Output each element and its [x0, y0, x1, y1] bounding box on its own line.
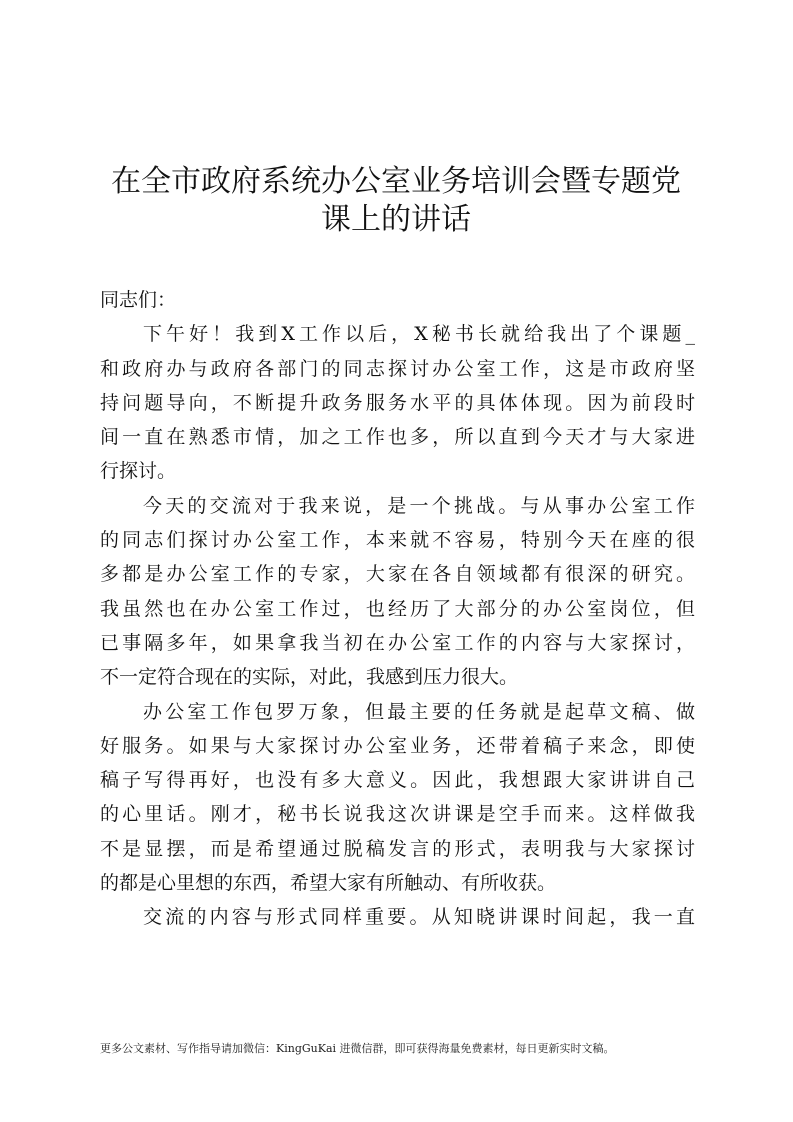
paragraph-line: 办公室工作包罗万象，但最主要的任务就是起草文稿、做	[143, 700, 695, 723]
paragraph-line: 间一直在熟悉市情，加之工作也多，所以直到今天才与大家进	[100, 426, 695, 449]
paragraph-line: 交流的内容与形式同样重要。从知晓讲课时间起，我一直	[143, 906, 695, 929]
greeting: 同志们：	[100, 289, 177, 311]
title-line: 课上的讲话	[321, 202, 471, 237]
document-title	[96, 163, 696, 239]
paragraph	[100, 317, 695, 488]
paragraph-line: 不一定符合现在的实际，对此，我感到压力很大。	[100, 666, 519, 689]
paragraph-line: 下午好！我到X工作以后，X秘书长就给我出了个课题_	[143, 323, 695, 346]
paragraph-line: 不是显摆，而是希望通过脱稿发言的形式，表明我与大家探讨	[100, 837, 695, 860]
paragraph-line: 多都是办公室工作的专家，大家在各自领域都有很深的研究。	[100, 563, 695, 586]
paragraph-line: 行探讨。	[100, 460, 177, 483]
paragraph	[100, 900, 695, 934]
paragraph-line: 稿子写得再好，也没有多大意义。因此，我想跟大家讲讲自己	[100, 769, 695, 792]
paragraph-line: 的同志们探讨办公室工作，本来就不容易，特别今天在座的很	[100, 529, 695, 552]
paragraph-line: 我虽然也在办公室工作过，也经历了大部分的办公室岗位，但	[100, 597, 695, 620]
title-line: 在全市政府系统办公室业务培训会暨专题党	[111, 164, 681, 199]
footer-note: 更多公文素材、写作指导请加微信：KingGuKai 进微信群，即可获得海量免费素材，每日更新实时文稿。	[100, 1042, 615, 1055]
paragraph-line: 的都是心里想的东西，希望大家有所触动、有所收获。	[100, 872, 557, 895]
paragraph-line: 和政府办与政府各部门的同志探讨办公室工作，这是市政府坚	[100, 357, 695, 380]
paragraph-line: 的心里话。刚才，秘书长说我这次讲课是空手而来。这样做我	[100, 803, 695, 826]
paragraph-line: 好服务。如果与大家探讨办公室业务，还带着稿子来念，即使	[100, 734, 695, 757]
paragraph-line: 已事隔多年，如果拿我当初在办公室工作的内容与大家探讨，	[100, 631, 695, 654]
paragraph	[100, 489, 695, 695]
paragraph-line: 持问题导向，不断提升政务服务水平的具体体现。因为前段时	[100, 391, 695, 414]
paragraph	[100, 695, 695, 901]
document-body	[100, 283, 695, 935]
paragraph-line: 今天的交流对于我来说，是一个挑战。与从事办公室工作	[143, 494, 695, 517]
